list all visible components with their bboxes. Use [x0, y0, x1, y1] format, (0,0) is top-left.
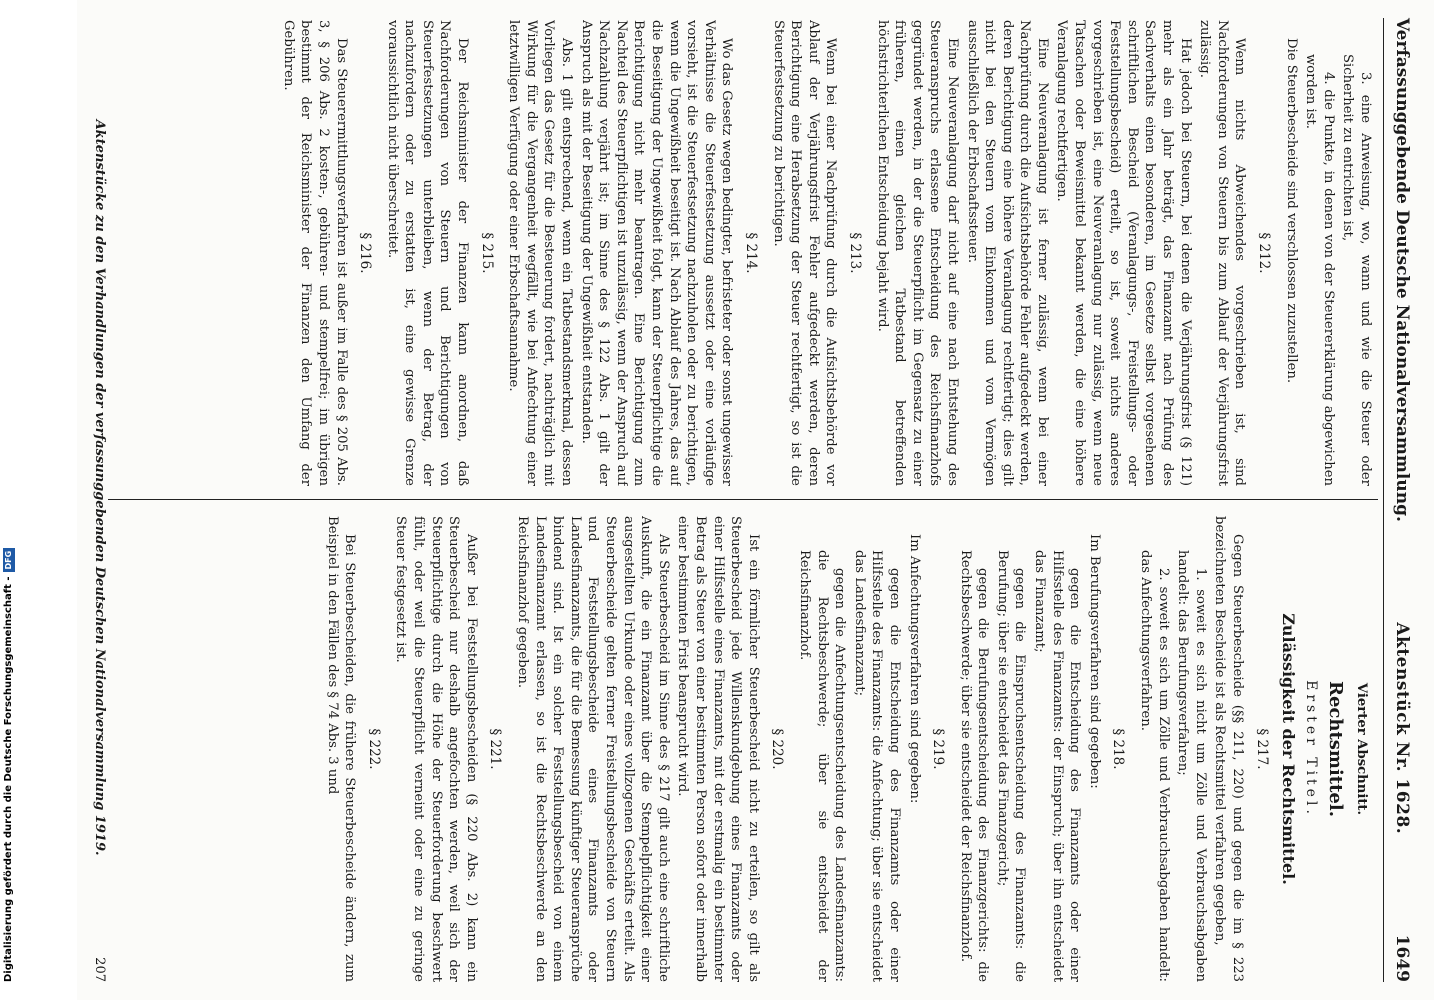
list-item: gegen die Entscheidung des Finanzamts oder einer Hilfsstelle des Finanzamts: die Anfechtung; über sie entscheidet das Landesfinanzamt; [851, 550, 902, 982]
section-heading-213: § 213. [846, 232, 863, 274]
digitization-credit [0, 0, 16, 1000]
column-divider [108, 499, 1378, 500]
chapter-heading: Vierter Abschnitt. [1354, 682, 1369, 816]
header-document-number: Aktenstück Nr. 1628. [1392, 622, 1412, 835]
header-page-number: 1649 [1392, 934, 1412, 982]
list-item: 1. soweit es sich nicht um Zölle und Verbrauchsabgaben handelt: das Berufungsverfahren; [1175, 550, 1208, 982]
footer-title: Aktenstücke zu den Verhandlungen der verfassunggebenden Deutschen Nationalversammlung 1919. [92, 119, 108, 856]
list-item: 3. eine Anweisung, wo, wann und wie die Steuer oder Sicherheit zu entrichten ist, [1340, 54, 1373, 486]
paragraph: Gegen Steuerbescheide (§§ 211, 220) und gegen die im § 223 bezeichneten Bescheide ist als Rechtsmittel verfahren gegeben, [1212, 516, 1246, 982]
paragraph: Die Steuerbescheide sind verschlossen zuzustellen. [1283, 38, 1299, 384]
credit-text: Digitalisierung gefördert durch die Deutsche Forschungsgemeinschaft - [3, 576, 14, 982]
section-heading-212: § 212. [1256, 232, 1273, 274]
list-item: gegen die Entscheidung des Finanzamts oder einer Hilfsstelle des Finanzamts: der Einspruch; über ihn entscheidet das Finanzamt; [1032, 550, 1083, 982]
paragraph: Der Reichsminister der Finanzen kann anordnen, daß Nachforderungen von Steuern und Berichtigungen von Steuerfestsetzungen unterbleiben, wenn der Betrag, der nachzufordern oder zu erstatten ist, eine gewisse Grenze voraussichtlich nicht überschreitet. [384, 20, 471, 486]
section-heading-215: § 215. [478, 232, 495, 274]
list-item: gegen die Anfechtungsentscheidung des Landesfinanzamts: die Rechtsbeschwerde; über sie entscheidet der Reichsfinanzhof. [796, 550, 848, 982]
paragraph: Das Steuerermittlungsverfahren ist außer im Falle des § 205 Abs. 3, § 206 Abs. 2 kosten-, gebühren- und stempelfrei; im übrigen bestimmt der Reichsminister der Finanzen den Umfang der Gebühren. [280, 20, 349, 486]
paragraph: Im Berufungsverfahren sind gegeben: [1086, 534, 1102, 789]
paragraph: Als Steuerbescheid im Sinne des § 217 gilt auch eine schriftliche Auskunft, die ein Finanzamt über die Stempelpflichtigkeit einer ausgestellten Urkunde oder eines vollzogenen Geschäfts erteilt. Als Steuerbescheide gelten ferner Freistellungsbescheide von Steuern und Feststellungsbescheide eines Finanzamts oder Landesfinanzamts, die für die Bemessung künftiger Steueransprüche bindend sind. Ist ein solcher Feststellungsbescheid von einem Landesfinanzamt erlassen, so ist die Rechtsbeschwerde an den Reichsfinanzhof gegeben. [515, 516, 671, 982]
paragraph: Wenn nichts Abweichendes vorgeschrieben ist, sind Nachforderungen von Steuern bis zum Ablauf der Verjährungsfrist zulässig. [1197, 20, 1248, 486]
section-heading-222: § 222. [365, 728, 382, 770]
left-column [124, 20, 1374, 486]
dfg-logo: DFG [3, 548, 15, 573]
footer-page-number: 207 [92, 957, 108, 982]
section-heading-221: § 221. [487, 728, 504, 770]
section-heading-218: § 218. [1110, 728, 1127, 770]
paragraph: Wenn bei einer Nachprüfung durch die Aufsichtsbehörde vor Ablauf der Verjährungsfrist Fehler aufgedeckt werden, deren Berichtigung eine Herabsetzung der Steuer rechtfertigt, so ist die Steuerfestsetzung zu berichtigen. [770, 20, 839, 486]
section-heading-216: § 216. [357, 232, 374, 274]
list-item: gegen die Berufungsentscheidung des Finanzgerichts: die Rechtsbeschwerde; über sie entscheidet der Reichsfinanzhof. [957, 550, 991, 982]
list-item: 4. die Punkte, in denen von der Steuererklärung abgewichen worden ist. [1303, 54, 1336, 486]
header-title: Verfassunggebende Deutsche Nationalversammlung. [1392, 18, 1412, 522]
paragraph: Wo das Gesetz wegen bedingter, befristeter oder sonst ungewisser Verhältnisse die Steuerfestsetzung aussetzt oder eine vorläufige vorsieht, ist die Steuerfestsetzung nachzuholen oder zu berichtigen, wenn die Ungewißheit beseitigt ist. Nach Ablauf des Jahres, das auf die Beseitigung der Ungewißheit folgt, kann der Steuerpflichtige die Berichtigung nicht mehr beantragen. Eine Berichtigung zum Nachteil des Steuerpflichtigen ist unzulässig, wenn der Anspruch auf Nachzahlung verjährt ist; im Sinne des § 122 Abs. 1 gilt der Anspruch als mit der Beseitigung der Ungewißheit entstanden. [578, 20, 735, 486]
list-item: 2. soweit es sich um Zölle und Verbrauchsabgaben handelt: das Anfechtungsverfahren. [1138, 550, 1171, 982]
paragraph: Hat jedoch bei Steuern, bei denen die Verjährungsfrist (§ 121) mehr als ein Jahr beträgt, das Finanzamt nach Prüfung des Sachverhalts einen besonderen, im Gesetze selbst vorgesehenen schriftlichen Bescheid (Veranlagungs-, Freistellungs- oder Feststellungsbescheid) erteilt, so ist, soweit nichts anderes vorgeschrieben ist, eine Neuveranlagung nur zulässig, wenn neue Tatsachen oder Beweismittel bekannt werden, die eine höhere Veranlagung rechtfertigen. [1054, 20, 1193, 486]
paragraph: Ist ein förmlicher Steuerbescheid nicht zu erteilen, so gilt als Steuerbescheid jede Willenskundgebung eines Finanzamts oder einer Hilfsstelle eines Finanzamts, mit der erstmalig ein bestimmter Betrag als Steuer von einer bestimmten Person sofort oder innerhalb einer bestimmten Frist beansprucht wird. [675, 516, 761, 982]
paragraph: Bei Steuerbescheiden, die frühere Steuerbescheide ändern, zum Beispiel in den Fällen des § 74 Abs. 3 und [324, 516, 358, 982]
section-heading-214: § 214. [743, 232, 759, 274]
paragraph: Eine Neuveranlagung darf nicht auf eine nach Entstehung des Steueranspruchs erlassene Entscheidung des Reichsfinanzhofs gegründet werden, in der die Steuerpflicht im Gegensatz zu einer früheren, einen gleichen Tatbestand betreffenden höchstrichterlichen Entscheidung bejaht wird. [874, 20, 960, 486]
list-item: gegen die Einspruchsentscheidung des Finanzamts: die Berufung; über sie entscheidet das Finanzgericht; [994, 550, 1028, 982]
page-footer [89, 18, 111, 982]
paragraph: Außer bei Feststellungsbescheiden (§ 220 Abs. 2) kann ein Steuerbescheid nur deshalb angefochten werden, weil sich der Steuerpflichtige durch die Höhe der Steuerforderung beschwert fühlt, oder weil die Steuerpflicht verneint oder eine zu geringe Steuer festgesetzt ist. [393, 516, 479, 982]
chapter-title: Rechtsmittel. [1325, 681, 1347, 817]
paragraph: Abs. 1 gilt entsprechend, wenn ein Tatbestandsmerkmal, dessen Vorliegen das Gesetz für die Besteuerung fordert, nachträglich mit Wirkung für die Vergangenheit wegfällt, wie bei Anfechtung einer letztwilligen Verfügung oder einer Erbschaftsannahme. [506, 20, 575, 486]
section-heading-217: § 217. [1253, 728, 1270, 770]
section-heading-219: § 219. [930, 728, 947, 770]
document-page [77, 0, 1434, 1000]
paragraph: Eine Neuveranlagung ist ferner zulässig, wenn bei einer Nachprüfung durch die Aufsichtsbehörde Fehler aufgedeckt werden, deren Berichtigung eine höhere Veranlagung rechtfertigt; dies gilt nicht bei den Steuern vom Einkommen und vom Vermögen ausschließlich der Erbschaftssteuer. [964, 20, 1050, 486]
title-name: Zulässigkeit der Rechtsmittel. [1279, 613, 1299, 885]
title-heading: Erster Titel. [1302, 680, 1319, 818]
right-column [124, 516, 1374, 982]
section-heading-220: § 220. [769, 728, 786, 770]
page-header [1383, 18, 1420, 982]
paragraph: Im Anfechtungsverfahren sind gegeben: [906, 534, 922, 804]
